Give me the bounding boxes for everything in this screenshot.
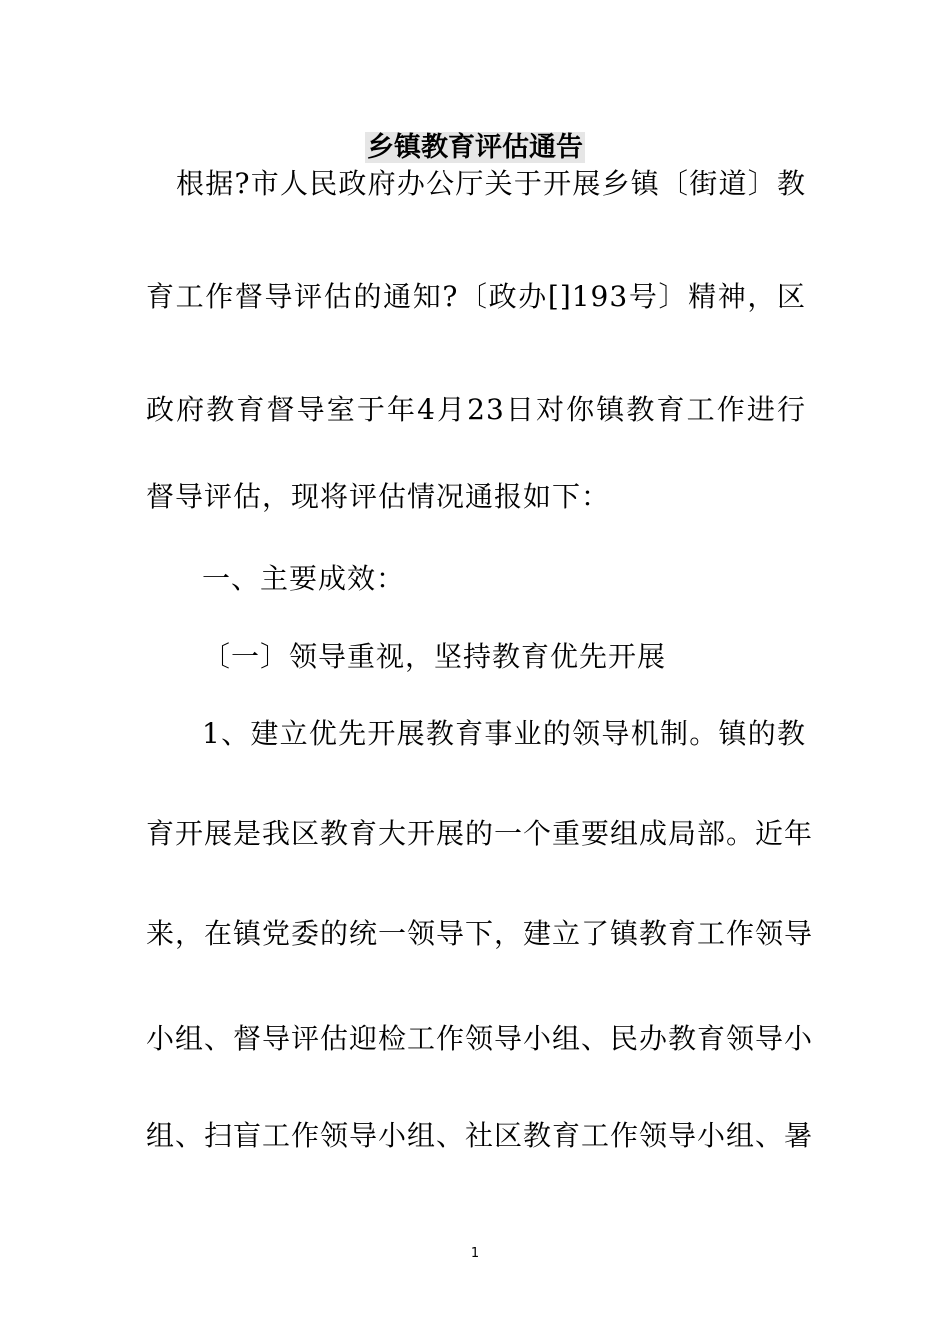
page-number: 1 [470,1246,480,1261]
document-title [0,128,950,168]
paragraph-line: 育工作督导评估的通知?〔政办[]193号〕精神，区 [146,280,806,313]
paragraph-line: 政府教育督导室于年4月23日对你镇教育工作进行 [146,393,806,426]
subsection-heading: 〔一〕领导重视，坚持教育优先开展 [202,640,667,673]
paragraph-line: 来，在镇党委的统一领导下，建立了镇教育工作领导 [146,917,814,950]
paragraph-line: 根据?市人民政府办公厅关于开展乡镇〔街道〕教 [176,167,806,200]
paragraph-line: 1、建立优先开展教育事业的领导机制。镇的教 [202,717,806,750]
paragraph-line: 督导评估，现将评估情况通报如下： [146,480,611,513]
paragraph-line: 组、扫盲工作领导小组、社区教育工作领导小组、暑 [146,1119,814,1152]
paragraph-line: 育开展是我区教育大开展的一个重要组成局部。近年 [146,817,814,850]
section-heading: 一、主要成效： [202,562,406,595]
document-title-text: 乡镇教育评估通告 [367,132,583,163]
paragraph-line: 小组、督导评估迎检工作领导小组、民办教育领导小 [146,1022,814,1055]
